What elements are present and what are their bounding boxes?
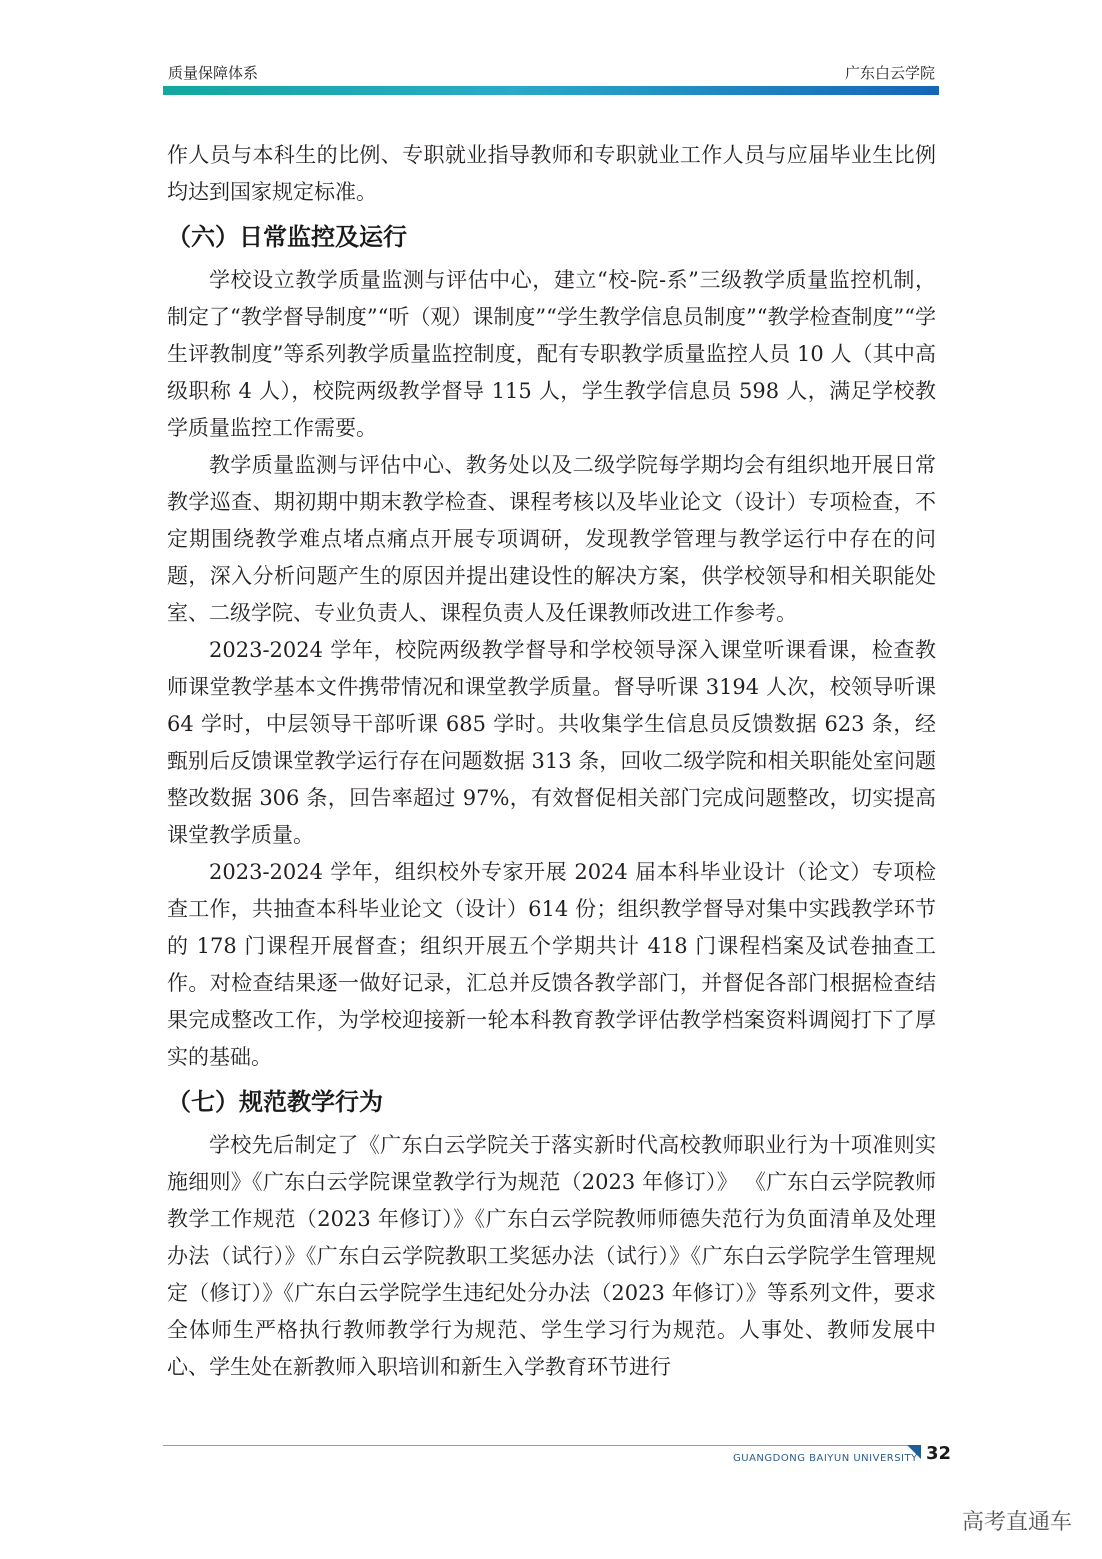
document-body	[167, 137, 936, 1386]
paragraph-monitoring-center: 学校设立教学质量监测与评估中心，建立“校-院-系”三级教学质量监控机制，制定了“教学督导制度”“听（观）课制度”“学生教学信息员制度”“教学检查制度”“学生评教制度”等系列教学质量监控制度，配有专职教学质量监控人员 10 人（其中高级职称 4 人），校院两级教学督导 115 人，学生教学信息员 598 人，满足学校教学质量监控工作需要。	[167, 268, 936, 440]
section-heading-6: （六）日常监控及运行	[167, 223, 407, 251]
page-number: 32	[926, 1443, 952, 1464]
watermark-text: 高考直通车	[961, 1510, 1072, 1535]
footer-rule	[163, 1445, 908, 1446]
section-heading-7: （七）规范教学行为	[167, 1088, 383, 1116]
footer-triangle-icon	[907, 1445, 921, 1459]
paragraph-thesis-check: 2023-2024 学年，组织校外专家开展 2024 届本科毕业设计（论文）专项检查工作，共抽查本科毕业论文（设计）614 份；组织教学督导对集中实践教学环节的 178 门课程开展督查；组织开展五个学期共计 418 门课程档案及试卷抽查工作。对检查结果逐一做好记录，汇总并反馈各教学部门，并督促各部门根据检查结果完成整改工作，为学校迎接新一轮本科教育教学评估教学档案资料调阅打下了厚实的基础。	[167, 860, 936, 1069]
header-section-title: 质量保障体系	[168, 64, 259, 82]
footer-university-label: GUANGDONG BAIYUN UNIVERSITY	[733, 1453, 918, 1464]
paragraph-continued: 作人员与本科生的比例、专职就业指导教师和专职就业工作人员与应届毕业生比例均达到国家规定标准。	[167, 143, 936, 204]
paragraph-lecture-observation: 2023-2024 学年，校院两级教学督导和学校领导深入课堂听课看课，检查教师课堂教学基本文件携带情况和课堂教学质量。督导听课 3194 人次，校领导听课 64 学时，中层领导干部听课 685 学时。共收集学生信息员反馈数据 623 条，经甄别后反馈课堂教学运行存在问题数据 313 条，回收二级学院和相关职能处室问题整改数据 306 条，回告率超过 97%，有效督促相关部门完成问题整改，切实提高课堂教学质量。	[167, 638, 936, 847]
header-university-name: 广东白云学院	[844, 64, 935, 82]
paragraph-teaching-norms: 学校先后制定了《广东白云学院关于落实新时代高校教师职业行为十项准则实施细则》《广东白云学院课堂教学行为规范（2023 年修订）》 《广东白云学院教师教学工作规范（2023 年修订）》《广东白云学院教师师德失范行为负面清单及处理办法（试行）》《广东白云学院教职工奖惩办法（试行）》《广东白云学院学生管理规定（修订）》《广东白云学院学生违纪处分办法（2023 年修订）》等系列文件，要求全体师生严格执行教师教学行为规范、学生学习行为规范。人事处、教师发展中心、学生处在新教师入职培训和新生入学教育环节进行	[167, 1133, 936, 1379]
paragraph-inspection: 教学质量监测与评估中心、教务处以及二级学院每学期均会有组织地开展日常教学巡查、期初期中期末教学检查、课程考核以及毕业论文（设计）专项检查，不定期围绕教学难点堵点痛点开展专项调研，发现教学管理与教学运行中存在的问题，深入分析问题产生的原因并提出建设性的解决方案，供学校领导和相关职能处室、二级学院、专业负责人、课程负责人及任课教师改进工作参考。	[167, 453, 936, 625]
header-gradient-bar	[163, 86, 939, 95]
